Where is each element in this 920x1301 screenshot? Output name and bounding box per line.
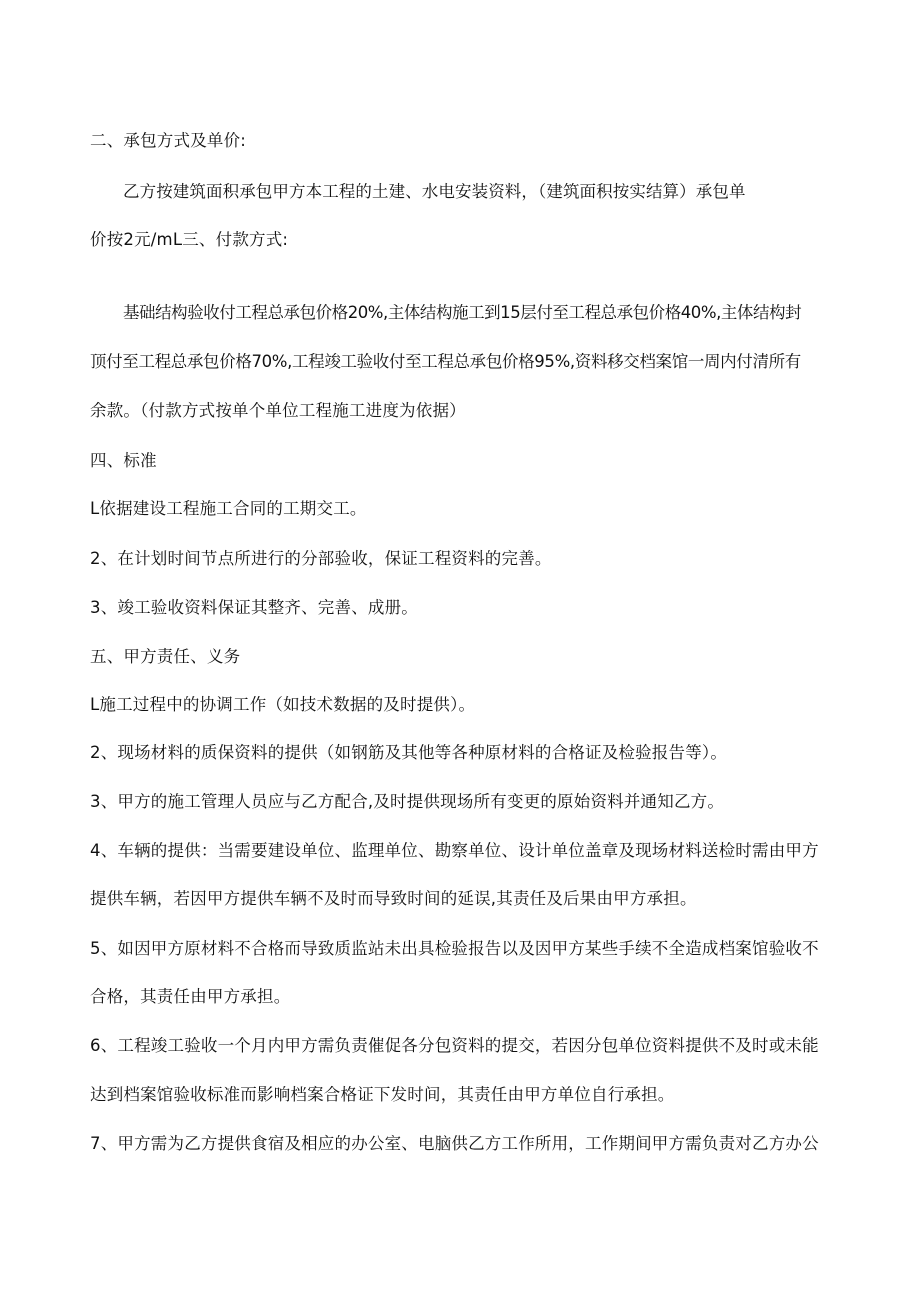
list-item-continuation: 提供车辆，若因甲方提供车辆不及时而导致时间的延误,其责任及后果由甲方承担。 [90, 889, 697, 908]
list-item-continuation: 合格，其责任由甲方承担。 [90, 987, 291, 1006]
list-item: 3、竣工验收资料保证其整齐、完善、成册。 [90, 598, 418, 617]
section-heading-party-a-duties: 五、甲方责任、义务 [90, 647, 241, 666]
paragraph-line: 乙方按建筑面积承包甲方本工程的土建、水电安装资料，（建筑面积按实结算）承包单 [123, 182, 746, 201]
paragraph-line: 顶付至工程总承包价格70%,工程竣工验收付至工程总承包价格95%,资料移交档案馆一周内付清所有 [90, 352, 801, 371]
section-heading-standards: 四、标准 [90, 451, 157, 470]
list-item: 3、甲方的施工管理人员应与乙方配合,及时提供现场所有变更的原始资料并通知乙方。 [90, 792, 725, 811]
list-item: 6、工程竣工验收一个月内甲方需负责催促各分包资料的提交，若因分包单位资料提供不及时或未能 [90, 1036, 819, 1055]
list-item: L依据建设工程施工合同的工期交工。 [90, 499, 367, 518]
list-item: 2、在计划时间节点所进行的分部验收，保证工程资料的完善。 [90, 549, 552, 568]
list-item-continuation: 达到档案馆验收标准而影响档案合格证下发时间，其责任由甲方单位自行承担。 [90, 1085, 675, 1104]
paragraph-line: 余款。（付款方式按单个单位工程施工进度为依据） [90, 401, 466, 420]
list-item: 7、甲方需为乙方提供食宿及相应的办公室、电脑供乙方工作所用，工作期间甲方需负责对乙方办公 [90, 1134, 819, 1153]
list-item: L施工过程中的协调工作（如技术数据的及时提供）。 [90, 695, 476, 714]
paragraph-line: 价按2元/mL三、付款方式: [90, 230, 289, 249]
list-item: 2、现场材料的质保资料的提供（如钢筋及其他等各种原材料的合格证及检验报告等）。 [90, 743, 728, 762]
paragraph-line: 基础结构验收付工程总承包价格20%,主体结构施工到15层付至工程总承包价格40%,主体结构封 [123, 303, 802, 322]
list-item: 4、车辆的提供：当需要建设单位、监理单位、勘察单位、设计单位盖章及现场材料送检时需由甲方 [90, 841, 819, 860]
list-item: 5、如因甲方原材料不合格而导致质监站未出具检验报告以及因甲方某些手续不全造成档案馆验收不 [90, 939, 819, 958]
section-heading-contract-method: 二、承包方式及单价: [90, 131, 247, 150]
